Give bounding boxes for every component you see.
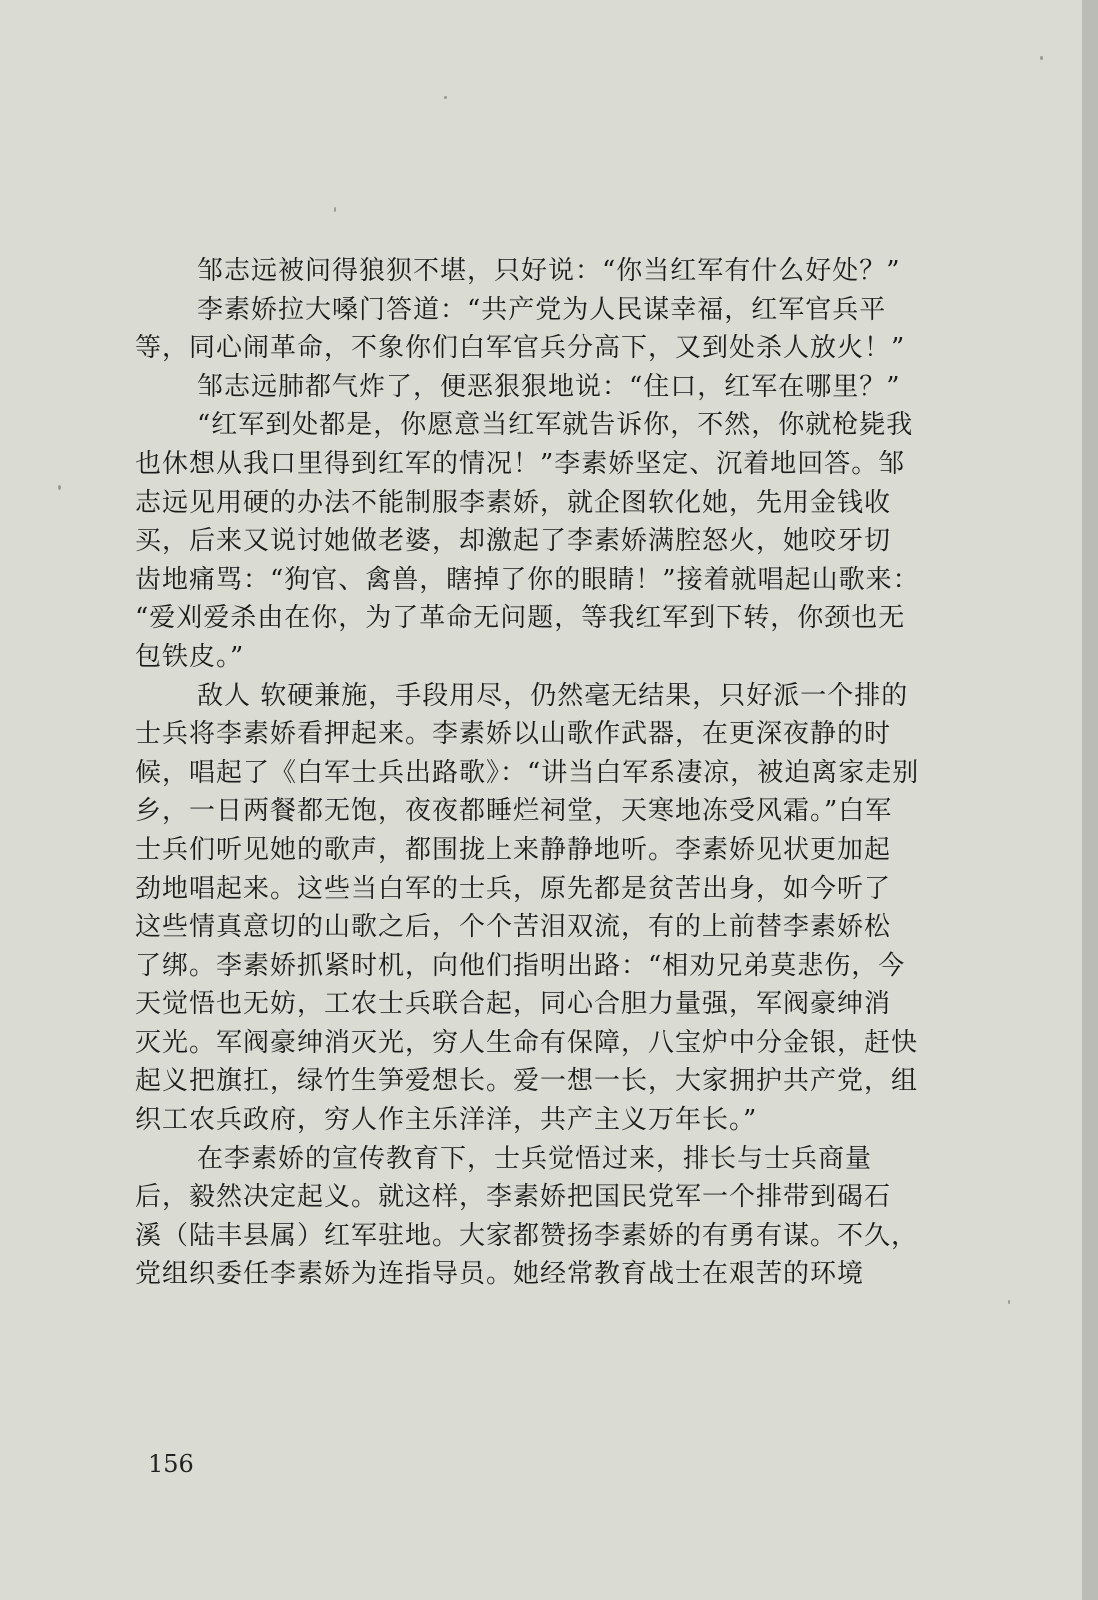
text-line: 士兵将李素娇看押起来。李素娇以山歌作武器，在更深夜静的时: [135, 719, 892, 750]
page-number: 156: [148, 1450, 194, 1478]
body-text: [135, 252, 925, 1294]
text-line: 灭光。军阀豪绅消灭光，穷人生命有保障，八宝炉中分金银，赶快: [135, 1027, 919, 1058]
paper-speck: [1008, 1300, 1010, 1304]
paper-speck: [1040, 56, 1043, 60]
text-line: 敌人 软硬兼施，手段用尽，仍然毫无结果，只好派一个排的: [197, 680, 909, 711]
text-line: 起义把旗扛，绿竹生笋爱想长。爱一想一长，大家拥护共产党，组: [135, 1066, 919, 1097]
scan-edge: [1082, 0, 1098, 1600]
text-line: 士兵们听见她的歌声，都围拢上来静静地听。李素娇见状更加起: [135, 834, 892, 865]
text-line: “红军到处都是，你愿意当红军就告诉你，不然，你就枪毙我: [197, 410, 914, 441]
text-line: 在李素娇的宣传教育下，士兵觉悟过来，排长与士兵商量: [197, 1143, 873, 1174]
text-line: “爱刈爱杀由在你，为了革命无问题，等我红军到下转，你颈也无: [135, 603, 906, 634]
text-line: 志远见用硬的办法不能制服李素娇，就企图软化她，先用金钱收: [135, 487, 892, 518]
text-line: 邹志远被问得狼狈不堪，只好说：“你当红军有什么好处？”: [197, 256, 901, 286]
text-line: 织工农兵政府，穷人作主乐洋洋，共产主义万年长。”: [135, 1105, 758, 1136]
text-line: 溪（陆丰县属）红军驻地。大家都赞扬李素娇的有勇有谋。不久，: [135, 1220, 919, 1251]
text-line: 等，同心闹革命，不象你们白军官兵分高下，又到处杀人放火！”: [135, 333, 906, 364]
text-line: 后，毅然决定起义。就这样，李素娇把国民党军一个排带到碣石: [135, 1182, 892, 1213]
text-line: 劲地唱起来。这些当白军的士兵，原先都是贫苦出身，如今听了: [135, 873, 892, 904]
text-line: 候，唱起了《白军士兵出路歌》：“讲当白军系凄凉，被迫离家走别: [135, 757, 920, 788]
text-line: 乡，一日两餐都无饱，夜夜都睡烂祠堂，天寒地冻受风霜。”白军: [135, 796, 893, 827]
text-line: 邹志远肺都气炸了，便恶狠狠地说：“住口，红军在哪里？”: [197, 371, 901, 402]
paper-speck: [334, 207, 336, 212]
text-line: 齿地痛骂：“狗官、禽兽，瞎掉了你的眼睛！”接着就唱起山歌来：: [135, 564, 920, 595]
text-line: 天觉悟也无妨，工农士兵联合起，同心合胆力量强，军阀豪绅消: [135, 989, 892, 1020]
text-line: 了绑。李素娇抓紧时机，向他们指明出路：“相劝兄弟莫悲伤，今: [135, 950, 906, 981]
text-line: 李素娇拉大嗓门答道：“共产党为人民谋幸福，红军官兵平: [197, 294, 887, 325]
text-line: 这些情真意切的山歌之后，个个苦泪双流，有的上前替李素娇松: [135, 912, 892, 943]
text-line: 买，后来又说讨她做老婆，却激起了李素娇满腔怒火，她咬牙切: [135, 526, 892, 557]
text-line: 党组织委任李素娇为连指导员。她经常教育战士在艰苦的环境: [135, 1259, 865, 1290]
paper-speck: [58, 485, 61, 490]
text-line: 包铁皮。”: [135, 641, 245, 672]
text-line: 也休想从我口里得到红军的情况！”李素娇坚定、沉着地回答。邹: [135, 448, 906, 479]
paper-speck: [444, 96, 447, 99]
